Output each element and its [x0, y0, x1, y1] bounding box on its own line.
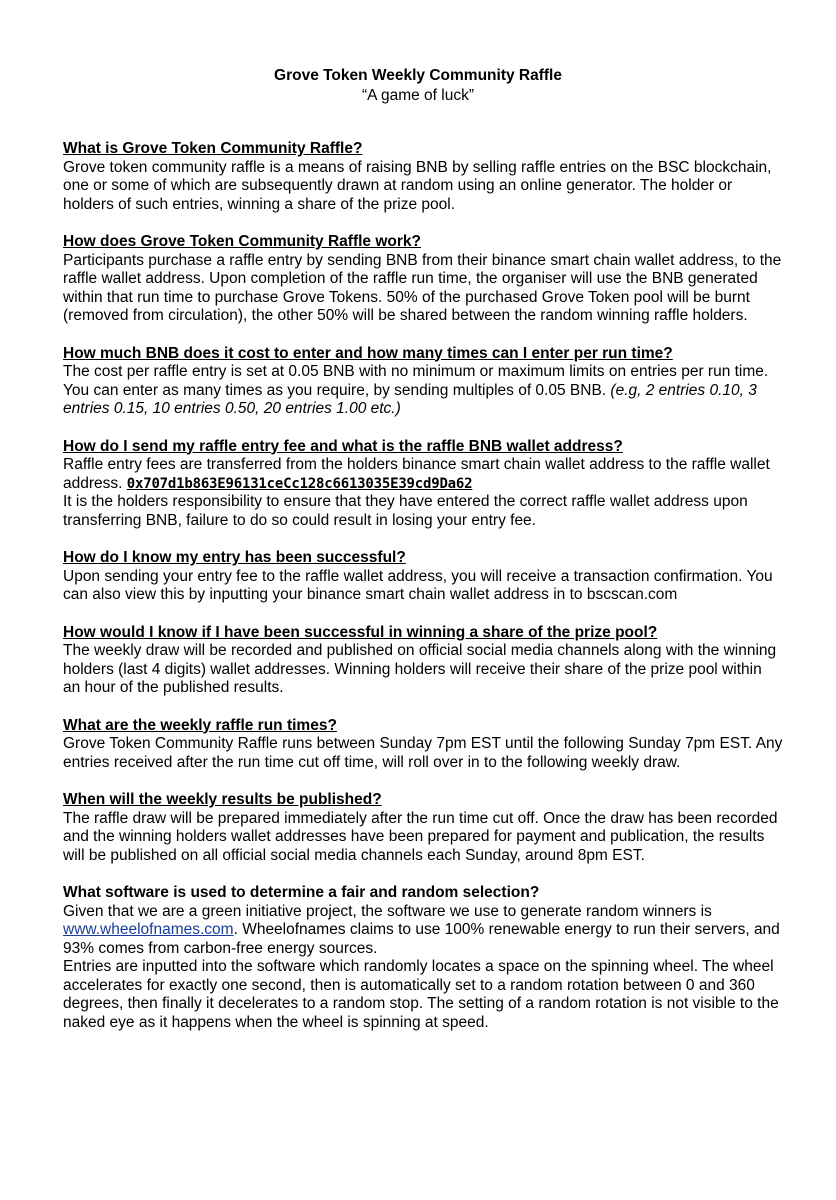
faq-section-send-fee: [63, 438, 783, 531]
faq-question: How do I send my raffle entry fee and what is the raffle BNB wallet address?: [63, 437, 623, 455]
faq-section-results: [63, 791, 783, 865]
faq-section-winning: [63, 624, 783, 698]
faq-question: What software is used to determine a fair and random selection?: [63, 884, 540, 901]
faq-answer: Grove token community raffle is a means of raising BNB by selling raffle entries on the BSC blockchain, one or some of which are subsequently drawn at random using an online generator. The holder or holders of such entries, winning a share of the prize pool.: [63, 158, 772, 213]
faq-answer: The weekly draw will be recorded and published on official social media channels along with the winning holders (last 4 digits) wallet addresses. Winning holders will receive their share of the prize pool within an hour of the published results.: [63, 642, 777, 696]
document-header: [0, 66, 836, 106]
faq-section-what-is: [63, 140, 783, 214]
faq-answer-text: Raffle entry fees are transferred from the holders binance smart chain wallet address to the raffle wallet address.: [63, 456, 770, 492]
faq-answer-example: (e.g, 2 entries 0.10, 3 entries 0.15, 10 entries 0.50, 20 entries 1.00 etc.): [63, 381, 757, 417]
faq-question: How do I know my entry has been successful?: [63, 549, 406, 566]
document-body: [63, 140, 783, 1051]
faq-section-software: [63, 884, 783, 1032]
wheelofnames-link[interactable]: www.wheelofnames.com: [63, 921, 234, 938]
faq-section-entry-success: [63, 549, 783, 605]
faq-answer-continued: Entries are inputted into the software which randomly locates a space on the spinning wheel. The wheel accelerates for exactly one second, then is automatically set to a random rotation between 0 and 360 degrees, then finally it decelerates to a random stop. The setting of a random rotation is not visible to the naked eye as it happens when the wheel is spinning at speed.: [63, 958, 779, 1031]
faq-answer-text: . Wheelofnames claims to use 100% renewable energy to run their servers, and 93% comes from carbon-free energy sources.: [63, 921, 780, 957]
faq-answer-continued: It is the holders responsibility to ensure that they have entered the correct raffle wallet address upon transferring BNB, failure to do so could result in losing your entry fee.: [63, 493, 748, 529]
faq-section-run-times: [63, 717, 783, 773]
document-title: Grove Token Weekly Community Raffle: [274, 67, 562, 84]
faq-question: How would I know if I have been successful in winning a share of the prize pool?: [63, 623, 658, 641]
faq-section-cost: [63, 345, 783, 419]
faq-question: When will the weekly results be published?: [63, 791, 382, 808]
faq-answer: [63, 903, 783, 959]
faq-question: What are the weekly raffle run times?: [63, 716, 337, 734]
faq-answer: Participants purchase a raffle entry by sending BNB from their binance smart chain wallet address, to the raffle wallet address. Upon completion of the raffle run time, the organiser will use the BNB generated within that run time to purchase Grove Tokens. 50% of the purchased Grove Token pool will be burnt (removed from circulation), the other 50% will be shared between the random winning raffle holders.: [63, 251, 782, 324]
raffle-wallet-address: 0x707d1b863E96131ceCc128c6613035E39cd9Da62: [126, 475, 473, 492]
faq-question: What is Grove Token Community Raffle?: [63, 140, 363, 157]
faq-answer: The raffle draw will be prepared immediately after the run time cut off. Once the draw has been recorded and the winning holders wallet addresses have been prepared for payment and publication, the results will be published on all official social media channels each Sunday, around 8pm EST.: [63, 809, 778, 864]
faq-question: How much BNB does it cost to enter and how many times can I enter per run time?: [63, 344, 673, 362]
document-subtitle: “A game of luck”: [362, 87, 474, 104]
faq-answer: [63, 363, 783, 419]
faq-answer: Upon sending your entry fee to the raffle wallet address, you will receive a transaction confirmation. You can also view this by inputting your binance smart chain wallet address in to bscscan.com: [63, 567, 773, 603]
faq-answer: Grove Token Community Raffle runs between Sunday 7pm EST until the following Sunday 7pm EST. Any entries received after the run time cut off time, will roll over in to the following weekly draw.: [63, 735, 783, 771]
faq-answer-text: The cost per raffle entry is set at 0.05 BNB with no minimum or maximum limits on entries per run time. You can enter as many times as you require, by sending multiples of 0.05 BNB.: [63, 363, 769, 399]
faq-answer: [63, 456, 783, 493]
faq-section-how-works: [63, 233, 783, 326]
faq-answer-text: Given that we are a green initiative project, the software we use to generate random winners is: [63, 902, 712, 920]
faq-question: How does Grove Token Community Raffle work?: [63, 233, 421, 250]
